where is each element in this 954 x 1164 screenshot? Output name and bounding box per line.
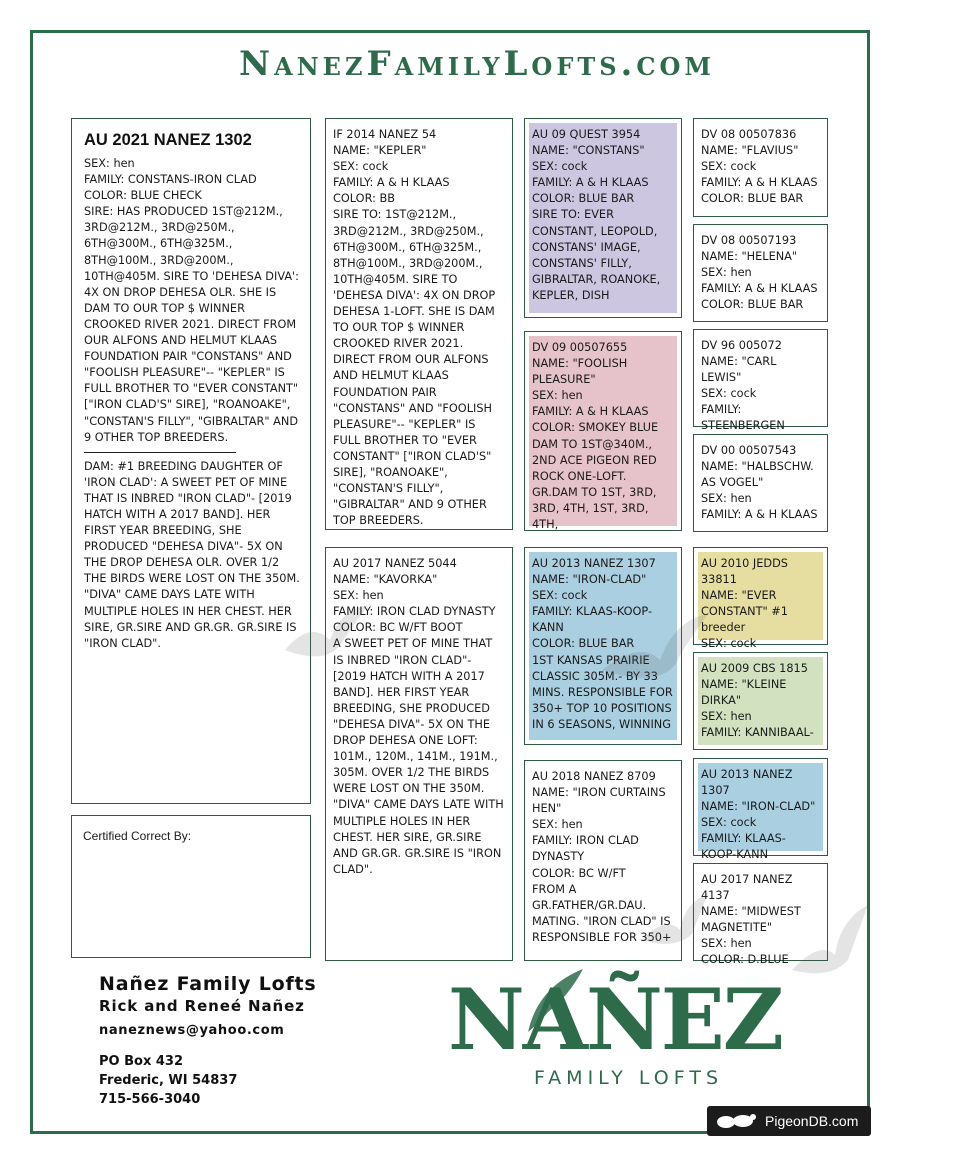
card-ggp-1: [693, 118, 828, 217]
band-number: AU 2018 NANEZ 8709: [532, 770, 656, 783]
card-line: NAME: "EVER CONSTANT" #1 breeder: [701, 589, 788, 635]
bird-watermark-icon: [640, 890, 710, 950]
owner-names: Rick and Reneé Nañez: [99, 997, 305, 1015]
band-number: AU 09 QUEST 3954: [532, 128, 641, 141]
card-line: SEX: hen: [532, 389, 583, 403]
card-text: [698, 657, 823, 741]
card-tint: [698, 763, 823, 862]
bird-watermark-icon: [790, 900, 870, 980]
site-title: NanezFamilyLofts.com: [239, 44, 715, 84]
card-text: [698, 763, 823, 864]
main-detail-line: SEX: hen: [84, 157, 135, 170]
address-line: 715-566-3040: [99, 1092, 201, 1107]
card-line: NAME: "IRON-CLAD": [701, 800, 816, 814]
card-line: FAMILY: A & H KLAAS: [701, 176, 818, 190]
card-tint: [529, 336, 677, 532]
card-line: FAMILY: IRON CLAD DYNASTY: [532, 834, 639, 864]
main-detail-line: SIRE: HAS PRODUCED 1ST@212M., 3RD@212M., 3RD@250M., 6TH@300M., 6TH@325M., 8TH@100M., 3RD@200M., 10TH@405M. SIRE TO 'DEHESA DIVA': 4X ON DROP DEHESA OLR. SHE IS DAM TO OUR TOP $ WINNER CROOKED RIVER 2021. DIRECT FROM OUR ALFONS AND HELMUT KLAAS FOUNDATION PAIR "CONSTANS" AND "FOOLISH PLEASURE"-- "KEPLER" IS FULL BROTHER TO "EVER CONSTANT" ["IRON CLAD'S" SIRE], "ROANOAKE", "CONSTAN'S FILLY", "GIBRALTAR" AND 9 OTHER TOP BREEDERS.: [84, 205, 299, 444]
card-line: NAME: "IRON CURTAINS HEN": [532, 786, 666, 816]
card-line: NAME: "MIDWEST MAGNETITE": [701, 905, 801, 935]
card-ggp-2: [693, 224, 828, 322]
card-line: COLOR: D.BLUE: [701, 953, 789, 967]
pigeon-icon: [715, 1111, 759, 1131]
address-line: Frederic, WI 54837: [99, 1073, 238, 1088]
card-text: [698, 334, 823, 435]
card-line: SEX: cock: [532, 589, 588, 603]
address-line: PO Box 432: [99, 1054, 183, 1069]
card-ggp-6: [693, 652, 828, 750]
contact-block: [99, 973, 317, 1109]
main-detail-line: FAMILY: CONSTANS-IRON CLAD: [84, 173, 257, 187]
band-number: DV 09 00507655: [532, 341, 628, 354]
card-line: COLOR: SMOKEY BLUE: [532, 421, 659, 435]
card-line: FAMILY: A & H KLAAS: [701, 282, 818, 296]
card-text: [529, 123, 677, 304]
band-number: DV 08 00507836: [701, 128, 797, 141]
card-line: COLOR: BLUE BAR: [701, 298, 804, 312]
certified-label: Certified Correct By:: [83, 829, 192, 843]
pigeondb-badge[interactable]: [707, 1106, 871, 1136]
card-line: NAME: "HALBSCHW. AS VOGEL": [701, 460, 814, 490]
card-ggp-7: [693, 758, 828, 862]
card-text: [698, 552, 823, 653]
card-text: [330, 123, 508, 529]
card-line: SEX: hen: [701, 492, 752, 506]
card-ggp-5: [693, 547, 828, 651]
band-number: DV 08 00507193: [701, 234, 797, 247]
card-line: NAME: "KLEINE DIRKA": [701, 678, 787, 708]
card-line: COLOR: BLUE BAR: [532, 637, 635, 651]
card-line: FAMILY: A & H KLAAS: [532, 176, 649, 190]
card-line: COLOR: BC W/FT: [532, 866, 626, 880]
card-line: SEX: cock: [701, 160, 757, 174]
card-line: COLOR: BC W/FT BOOT: [333, 621, 463, 635]
card-line: A SWEET PET OF MINE THAT IS INBRED "IRON CLAD"- [2019 HATCH WITH A 2017 BAND]. HER FIRST YEAR BREEDING, SHE PRODUCED "DEHESA DIVA"- 5X ON THE DROP DEHESA ONE LOFT: 101M., 120M., 141M., 191M., 305M. OVER 1/2 THE BIRDS WERE LOST ON THE 350M. "DIVA" CAME DAYS LATE WITH MULTIPLE HOLES IN HER CHEST. HER SIRE, GR.SIRE AND GR.GR. GR.SIRE IS "IRON CLAD".: [333, 637, 504, 876]
card-line: COLOR: BLUE BAR: [532, 192, 635, 206]
divider: [84, 452, 236, 453]
card-line: NAME: "KAVORKA": [333, 573, 438, 587]
bird-watermark-icon: [600, 610, 710, 690]
main-pedigree-card: [71, 118, 311, 804]
card-text: [698, 123, 823, 207]
card-line: SEX: hen: [701, 937, 752, 951]
card-line: FROM A GR.FATHER/GR.DAU. MATING. "IRON CLAD" IS RESPONSIBLE FOR 350+: [532, 882, 672, 944]
card-line: FAMILY: IRON CLAD DYNASTY: [333, 605, 496, 619]
main-detail-line: COLOR: BLUE CHECK: [84, 189, 202, 203]
card-line: SEX: hen: [701, 266, 752, 280]
card-line: SEX: cock: [532, 160, 588, 174]
card-line: NAME: "IRON-CLAD": [532, 573, 647, 587]
card-line: STEENBERGEN: [701, 419, 785, 433]
band-number: AU 2017 NANEZ 5044: [333, 557, 457, 570]
card-line: COLOR: BLUE BAR: [701, 192, 804, 206]
card-line: NAME: "KEPLER": [333, 144, 427, 158]
band-number: AU 2017 NANEZ 4137: [701, 873, 793, 903]
band-number: DV 00 00507543: [701, 444, 797, 457]
card-tint: [698, 552, 823, 651]
loft-name: Nañez Family Lofts: [99, 973, 317, 995]
card-sire-sire: [524, 118, 682, 318]
card-ggp-3: [693, 329, 828, 433]
band-number: AU 2013 NANEZ 1307: [532, 557, 656, 570]
card-tint: [529, 123, 677, 313]
card-line: SEX: hen: [333, 589, 384, 603]
card-tint: [698, 657, 823, 745]
card-sire: [325, 118, 513, 530]
card-line: SIRE TO: 1ST@212M., 3RD@212M., 3RD@250M., 6TH@300M., 6TH@325M., 8TH@100M., 3RD@200M., 10TH@405M. SIRE TO 'DEHESA DIVA': 4X ON DROP DEHESA 1-LOFT. SHE IS DAM TO OUR TOP $ WINNER CROOKED RIVER 2021. DIRECT FROM OUR ALFONS AND HELMUT KLAAS FOUNDATION PAIR "CONSTANS" AND "FOOLISH PLEASURE"-- "KEPLER" IS FULL BROTHER TO "EVER CONSTANT" ["IRON CLAD'S" SIRE], "ROANOAKE", "CONSTAN'S FILLY", "GIBRALTAR" AND 9 OTHER TOP BREEDERS.: [333, 208, 496, 528]
card-sire-dam: [524, 331, 682, 531]
band-number: DV 96 005072: [701, 339, 782, 352]
card-line: SEX: hen: [532, 818, 583, 832]
band-number: AU 2013 NANEZ 1307: [701, 768, 793, 798]
card-line: FAMILY: KLAAS-KOOP-KANN: [701, 832, 786, 862]
card-line: NAME: "FOOLISH PLEASURE": [532, 357, 628, 387]
card-line: NAME: "FLAVIUS": [701, 144, 799, 158]
card-line: COLOR: BB: [333, 192, 395, 206]
card-text: [698, 229, 823, 313]
card-line: FAMILY: A & H KLAAS: [333, 176, 450, 190]
card-line: NAME: "HELENA": [701, 250, 798, 264]
card-line: SIRE TO: EVER CONSTANT, LEOPOLD, CONSTANS' IMAGE, CONSTANS' FILLY, GIBRALTAR, ROANOKE, KEPLER, DISH: [532, 208, 661, 302]
card-line: SEX: cock: [701, 816, 757, 830]
main-band-title: AU 2021 NANEZ 1302: [84, 131, 252, 149]
card-line: 1ST KANSAS PRAIRIE CLASSIC 305M.- BY 33 MINS. RESPONSIBLE FOR 350+ TOP 10 POSITIONS IN 6 SEASONS, WINNING: [532, 653, 673, 731]
card-line: SEX: cock: [701, 637, 757, 651]
card-line: FAMILY: KANNIBAAL-: [701, 726, 814, 740]
card-line: FAMILY: A & H KLAAS: [532, 405, 649, 419]
card-line: FAMILY:: [701, 403, 742, 417]
logo-tagline: FAMILY LOFTS: [534, 1067, 724, 1089]
main-dam-line: DAM: #1 BREEDING DAUGHTER OF 'IRON CLAD': A SWEET PET OF MINE THAT IS INBRED "IRON CLAD"- [2019 HATCH WITH A 2017 BAND]. HER FIRST YEAR BREEDING, SHE PRODUCED "DEHESA DIVA"- 5X ON THE DROP DEHESA OLR. OVER 1/2 THE BIRDS WERE LOST ON THE 350M. "DIVA" CAME DAYS LATE WITH MULTIPLE HOLES IN HER CHEST. HER SIRE, GR.SIRE AND GR.GR. GR.SIRE IS "IRON CLAD".: [84, 459, 300, 650]
card-line: SEX: hen: [701, 710, 752, 724]
nanez-logo: [448, 970, 783, 1095]
card-line: NAME: "CARL LEWIS": [701, 355, 777, 385]
card-line: FAMILY: A & H KLAAS: [701, 508, 818, 522]
card-line: DAM TO 1ST@340M., 2ND ACE PIGEON RED ROCK ONE-LOFT. GR.DAM TO 1ST, 3RD, 3RD, 4TH, 1ST, 3RD, 4TH,: [532, 437, 657, 532]
badge-label: PigeonDB.com: [765, 1113, 859, 1129]
card-line: FAMILY: KLAAS-KOOP-KANN: [532, 605, 653, 635]
band-number: AU 2009 CBS 1815: [701, 662, 808, 675]
card-ggp-4: [693, 434, 828, 532]
band-number: IF 2014 NANEZ 54: [333, 128, 437, 141]
logo-wordmark: NAÑEZ: [448, 970, 783, 1069]
band-number: AU 2010 JEDDS 33811: [701, 557, 788, 587]
main-details: [76, 154, 306, 652]
card-line: NAME: "CONSTANS": [532, 144, 645, 158]
postal-address: [99, 1052, 317, 1109]
email-address[interactable]: naneznews@yahoo.com: [99, 1023, 285, 1038]
card-line: SEX: cock: [333, 160, 389, 174]
card-text: [529, 336, 677, 533]
card-text: [698, 439, 823, 523]
card-line: SEX: cock: [701, 387, 757, 401]
certified-box: [71, 815, 311, 958]
bird-watermark-icon: [280, 600, 370, 670]
